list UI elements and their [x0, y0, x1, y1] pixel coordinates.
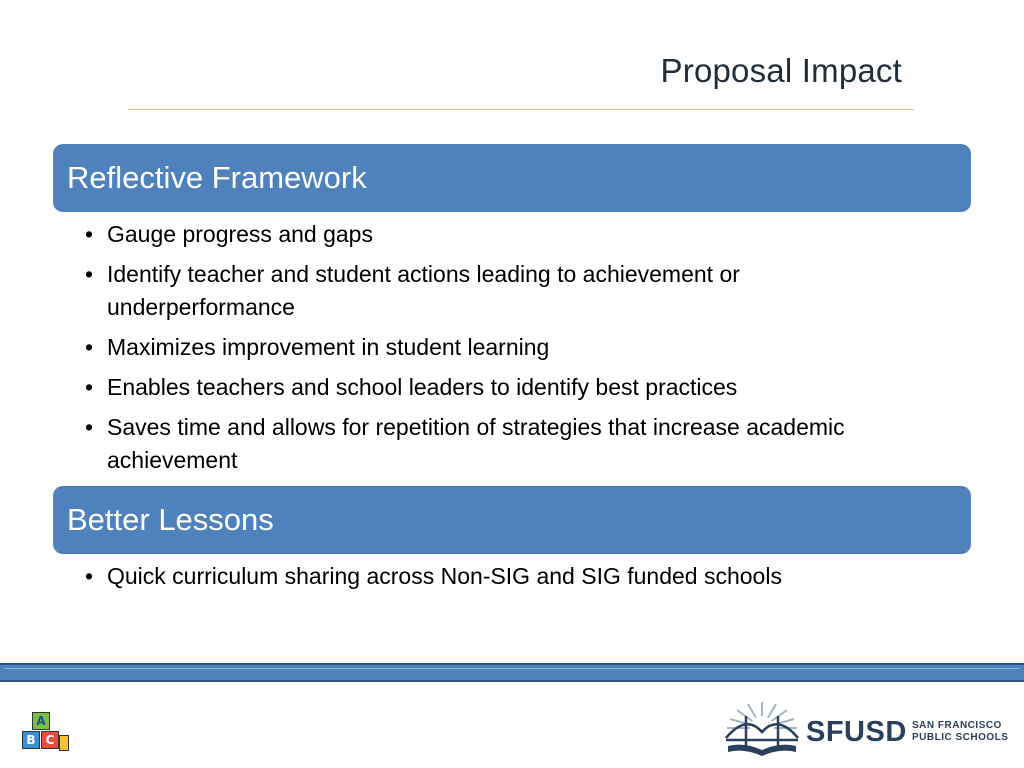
- bullet-list-better-lessons: [85, 560, 905, 600]
- bullet-item: • Gauge progress and gaps: [85, 218, 905, 251]
- section-heading-better-lessons: [53, 486, 971, 554]
- block-side: [59, 735, 69, 751]
- logo-wordmark: SFUSD: [806, 716, 907, 748]
- slide-title: Proposal Impact: [660, 52, 902, 89]
- bullet-item: • Quick curriculum sharing across Non-SIG and SIG funded schools: [85, 560, 905, 593]
- footer-band: [0, 663, 1024, 682]
- bullet-item: • Enables teachers and school leaders to identify best practices: [85, 371, 905, 404]
- bullet-item: • Identify teacher and student actions leading to achievement or underperformance: [85, 258, 905, 324]
- logo-subtitle: [912, 720, 1008, 744]
- logo-line-1: SAN FRANCISCO: [912, 720, 1002, 731]
- section-heading-label: Better Lessons: [67, 502, 274, 537]
- block-b: B: [22, 731, 40, 749]
- sfusd-logo: [724, 698, 1014, 760]
- title-divider: [128, 109, 914, 110]
- abc-blocks-logo: [12, 712, 72, 758]
- bullet-item: • Saves time and allows for repetition of strategies that increase academic achievement: [85, 411, 905, 477]
- block-a: A: [32, 712, 50, 730]
- golden-gate-emblem-icon: [724, 698, 800, 760]
- section-heading-label: Reflective Framework: [67, 160, 367, 195]
- section-heading-reflective-framework: [53, 144, 971, 212]
- bullet-list-reflective-framework: [85, 218, 905, 484]
- logo-line-2: PUBLIC SCHOOLS: [912, 732, 1009, 743]
- bullet-item: • Maximizes improvement in student learning: [85, 331, 905, 364]
- block-c: C: [41, 731, 59, 749]
